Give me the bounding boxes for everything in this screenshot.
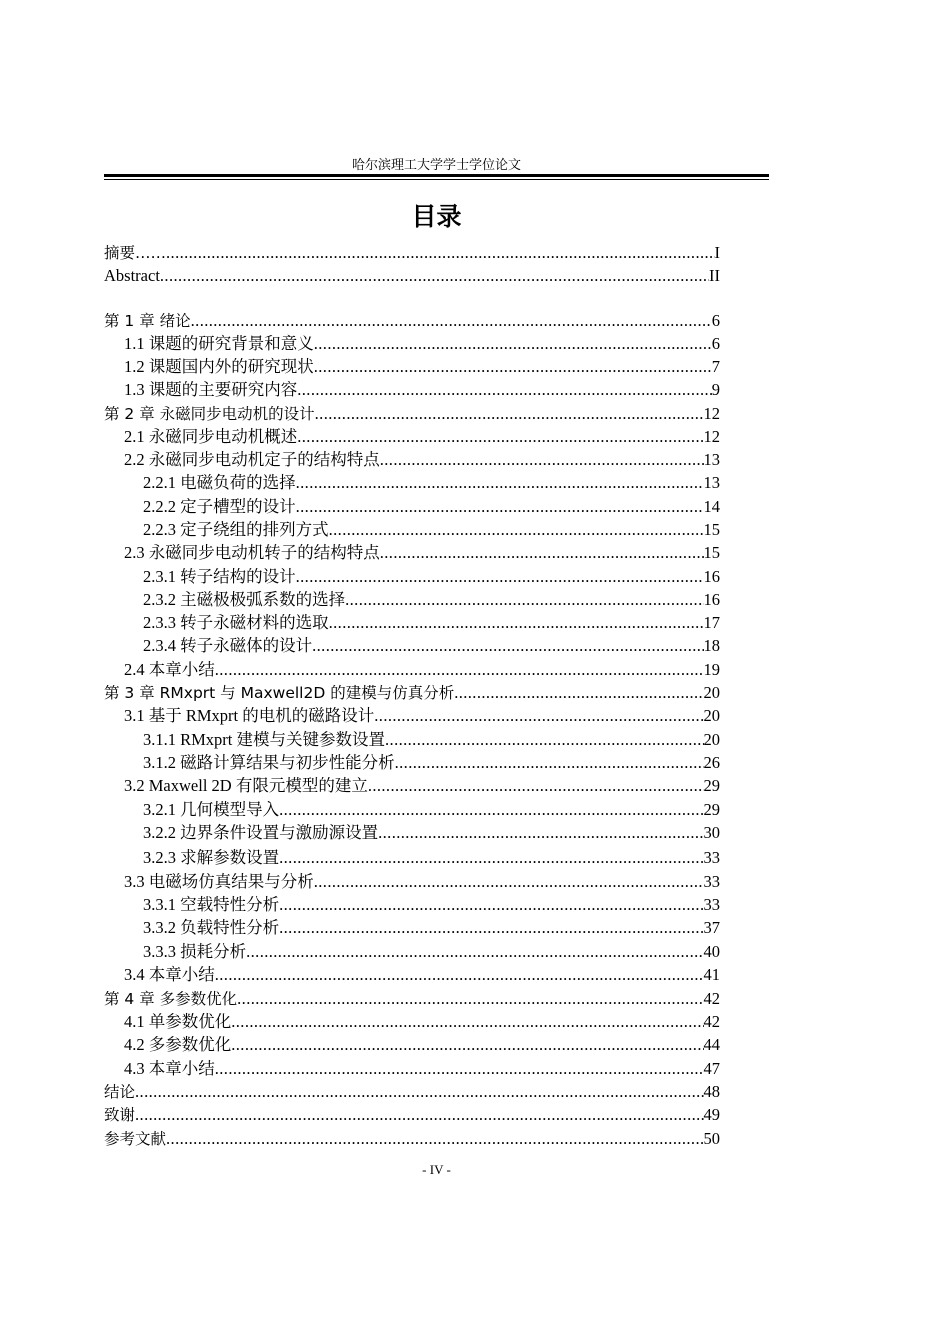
toc-entry-3-2[interactable] [124, 775, 720, 797]
toc-entry-page: 29 [703, 800, 720, 819]
toc-entry-abstract-cn[interactable] [104, 242, 720, 264]
toc-entry-label: 2.3.1 转子结构的设计 [143, 567, 296, 586]
toc-entry-label: 3.2.2 边界条件设置与激励源设置 [143, 823, 379, 842]
toc-entry-label: 3.3.1 空载特性分析 [143, 895, 280, 914]
toc-entry-page: 19 [703, 660, 720, 679]
toc-entry-page: 37 [703, 918, 720, 937]
toc-entry-page: II [709, 266, 720, 285]
toc-entry-3-3[interactable] [124, 871, 720, 893]
toc-entry-page: 9 [711, 380, 720, 399]
toc-leader-dots [314, 333, 712, 355]
toc-entry-label: 第 4 章 多参数优化 [104, 990, 238, 1008]
toc-entry-3-3-2[interactable] [143, 917, 720, 939]
toc-leader-dots [246, 941, 703, 963]
toc-entry-label: 3.4 本章小结 [124, 965, 215, 984]
toc-entry-page: 20 [703, 730, 720, 749]
toc-leader-dots [215, 659, 704, 681]
toc-entry-chapter-3[interactable] [104, 682, 720, 704]
toc-entry-2-1[interactable] [124, 426, 720, 448]
toc-entry-2-4[interactable] [124, 659, 720, 681]
toc-leader-dots [279, 847, 703, 869]
toc-entry-page: I [714, 243, 720, 262]
toc-entry-label: 1.2 课题国内外的研究现状 [124, 357, 314, 376]
header-rule-thin [104, 179, 769, 180]
toc-entry-label: 3.3.2 负载特性分析 [143, 918, 280, 937]
toc-leader-dots [314, 356, 712, 378]
toc-entry-page: 50 [703, 1129, 720, 1148]
running-header: 哈尔滨理工大学学士学位论文 [351, 157, 521, 172]
toc-entry-2-3-3[interactable] [143, 612, 720, 634]
toc-entry-3-1[interactable] [124, 705, 720, 727]
toc-entry-page: 40 [703, 942, 720, 961]
toc-entry-conclusion[interactable] [104, 1081, 720, 1103]
toc-entry-2-2-3[interactable] [143, 519, 720, 541]
toc-entry-page: 18 [703, 636, 720, 655]
toc-entry-label: 1.1 课题的研究背景和意义 [124, 334, 314, 353]
toc-entry-3-3-1[interactable] [143, 894, 720, 916]
toc-entry-4-2[interactable] [124, 1034, 720, 1056]
toc-leader-dots [160, 265, 709, 287]
toc-leader-dots [279, 894, 703, 916]
toc-entry-page: 16 [703, 567, 720, 586]
toc-leader-dots [215, 964, 704, 986]
toc-entry-page: 26 [703, 753, 720, 772]
toc-entry-page: 12 [703, 427, 720, 446]
toc-entry-page: 14 [703, 497, 720, 516]
toc-entry-label: 参考文献 [104, 1130, 167, 1148]
toc-entry-4-1[interactable] [124, 1011, 720, 1033]
toc-leader-dots [296, 566, 704, 588]
toc-entry-label: 2.3.4 转子永磁体的设计 [143, 636, 313, 655]
toc-leader-dots [191, 310, 712, 332]
toc-leader-dots [279, 917, 703, 939]
toc-entry-page: 44 [703, 1035, 720, 1054]
toc-entry-page: 42 [703, 1012, 720, 1031]
toc-entry-label: 摘要…… [104, 244, 167, 262]
toc-entry-label: 3.1.2 磁路计算结果与初步性能分析 [143, 753, 395, 772]
toc-entry-label: 2.2.3 定子绕组的排列方式 [143, 520, 329, 539]
toc-leader-dots [296, 472, 704, 494]
toc-entry-page: 20 [703, 706, 720, 725]
toc-entry-3-1-2[interactable] [143, 752, 720, 774]
toc-entry-page: 13 [703, 450, 720, 469]
toc-leader-dots [166, 242, 714, 264]
header-rule-thick [104, 174, 769, 177]
toc-entry-label: 2.3.2 主磁极极弧系数的选择 [143, 590, 346, 609]
toc-leader-dots [296, 496, 704, 518]
toc-entry-references[interactable] [104, 1128, 720, 1150]
toc-entry-label: 3.3.3 损耗分析 [143, 942, 247, 961]
toc-entry-2-3-4[interactable] [143, 635, 720, 657]
toc-entry-page: 33 [703, 895, 720, 914]
toc-entry-3-2-3[interactable] [143, 847, 720, 869]
toc-leader-dots [279, 799, 703, 821]
toc-entry-label: 3.2.3 求解参数设置 [143, 848, 280, 867]
toc-entry-page: 6 [711, 311, 720, 330]
toc-entry-abstract-en[interactable] [104, 265, 720, 287]
toc-leader-dots [380, 449, 704, 471]
toc-entry-3-2-1[interactable] [143, 799, 720, 821]
toc-entry-label: 第 2 章 永磁同步电动机的设计 [104, 405, 315, 423]
toc-leader-dots [135, 1104, 703, 1126]
toc-entry-label: 2.3 永磁同步电动机转子的结构特点 [124, 543, 380, 562]
toc-leader-dots [368, 775, 704, 797]
toc-entry-3-2-2[interactable] [143, 822, 720, 844]
toc-entry-label: 4.1 单参数优化 [124, 1012, 232, 1031]
toc-entry-label: 4.3 本章小结 [124, 1059, 215, 1078]
toc-entry-label: 2.2.2 定子槽型的设计 [143, 497, 296, 516]
toc-entry-page: 30 [703, 823, 720, 842]
toc-entry-label: 2.3.3 转子永磁材料的选取 [143, 613, 329, 632]
toc-entry-page: 7 [711, 357, 720, 376]
toc-leader-dots [135, 1081, 703, 1103]
page-number: - IV - [422, 1162, 451, 1177]
toc-entry-acknowledgements[interactable] [104, 1104, 720, 1126]
toc-entry-label: 3.2 Maxwell 2D 有限元模型的建立 [124, 776, 368, 795]
toc-entry-page: 47 [703, 1059, 720, 1078]
toc-entry-2-3[interactable] [124, 542, 720, 564]
toc-entry-page: 16 [703, 590, 720, 609]
toc-entry-page: 29 [703, 776, 720, 795]
toc-entry-label: 致谢 [104, 1106, 136, 1124]
toc-entry-label: 2.2.1 电磁负荷的选择 [143, 473, 296, 492]
toc-leader-dots [345, 589, 703, 611]
toc-leader-dots [315, 403, 704, 425]
toc-entry-page: 33 [703, 848, 720, 867]
toc-entry-chapter-1[interactable] [104, 310, 720, 332]
toc-entry-page: 20 [703, 683, 720, 702]
toc-entry-page: 42 [703, 989, 720, 1008]
toc-entry-2-2[interactable] [124, 449, 720, 471]
toc-entry-2-3-1[interactable] [143, 566, 720, 588]
toc-title: 目录 [411, 202, 462, 231]
toc-leader-dots [297, 379, 712, 401]
toc-leader-dots [231, 1011, 703, 1033]
toc-entry-3-4[interactable] [124, 964, 720, 986]
toc-entry-page: 12 [703, 404, 720, 423]
toc-leader-dots [374, 705, 703, 727]
toc-entry-label: 3.3 电磁场仿真结果与分析 [124, 872, 314, 891]
toc-leader-dots [380, 542, 704, 564]
toc-leader-dots [166, 1128, 703, 1150]
toc-entry-4-3[interactable] [124, 1058, 720, 1080]
toc-entry-page: 48 [703, 1082, 720, 1101]
toc-entry-chapter-4[interactable] [104, 988, 720, 1010]
toc-entry-page: 6 [711, 334, 720, 353]
toc-entry-label: 2.1 永磁同步电动机概述 [124, 427, 298, 446]
toc-entry-3-1-1[interactable] [143, 729, 720, 751]
toc-entry-2-3-2[interactable] [143, 589, 720, 611]
toc-entry-page: 41 [703, 965, 720, 984]
toc-entry-page: 33 [703, 872, 720, 891]
toc-entry-page: 17 [703, 613, 720, 632]
toc-leader-dots [385, 729, 703, 751]
toc-entry-2-2-2[interactable] [143, 496, 720, 518]
toc-entry-label: 结论 [104, 1083, 136, 1101]
toc-entry-1-3[interactable] [124, 379, 720, 401]
toc-leader-dots [297, 426, 703, 448]
toc-entry-1-2[interactable] [124, 356, 720, 378]
toc-leader-dots [231, 1034, 703, 1056]
toc-leader-dots [329, 612, 704, 634]
toc-entry-label: 3.1.1 RMxprt 建模与关键参数设置 [143, 730, 386, 749]
toc-entry-label: 2.4 本章小结 [124, 660, 215, 679]
toc-entry-label: 3.1 基于 RMxprt 的电机的磁路设计 [124, 706, 375, 725]
toc-entry-label: 第 1 章 绪论 [104, 312, 191, 330]
toc-entry-page: 13 [703, 473, 720, 492]
toc-entry-label: 第 3 章 RMxprt 与 Maxwell2D 的建模与仿真分析 [104, 684, 455, 702]
toc-leader-dots [378, 822, 703, 844]
toc-entry-chapter-2[interactable] [104, 403, 720, 425]
toc-leader-dots [395, 752, 704, 774]
toc-leader-dots [312, 635, 703, 657]
toc-entry-label: 1.3 课题的主要研究内容 [124, 380, 298, 399]
toc-entry-label: Abstract [104, 266, 160, 285]
toc-entry-2-2-1[interactable] [143, 472, 720, 494]
toc-entry-label: 4.2 多参数优化 [124, 1035, 232, 1054]
toc-leader-dots [329, 519, 704, 541]
toc-entry-page: 15 [703, 520, 720, 539]
toc-entry-1-1[interactable] [124, 333, 720, 355]
toc-leader-dots [237, 988, 703, 1010]
toc-entry-label: 3.2.1 几何模型导入 [143, 800, 280, 819]
toc-entry-3-3-3[interactable] [143, 941, 720, 963]
toc-entry-label: 2.2 永磁同步电动机定子的结构特点 [124, 450, 380, 469]
toc-leader-dots [215, 1058, 704, 1080]
toc-entry-page: 15 [703, 543, 720, 562]
toc-leader-dots [454, 682, 703, 704]
toc-entry-page: 49 [703, 1105, 720, 1124]
toc-leader-dots [314, 871, 704, 893]
